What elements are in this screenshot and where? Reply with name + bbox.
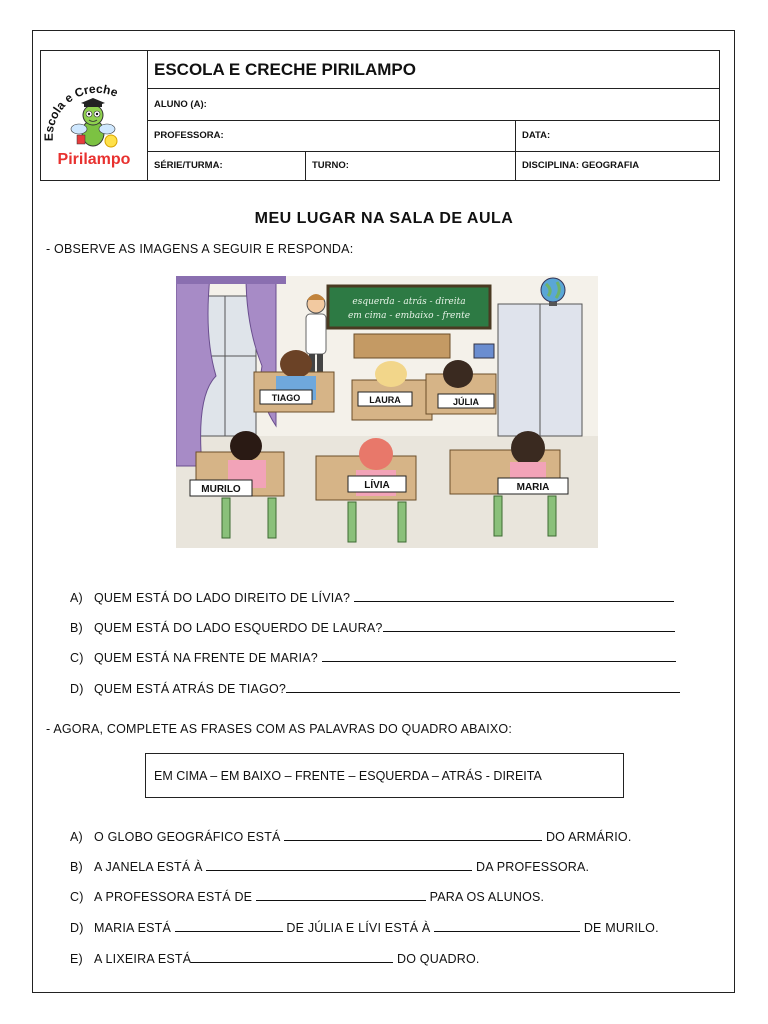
answer-blank[interactable] bbox=[284, 830, 542, 841]
sentence-part: MARIA ESTÁ bbox=[94, 921, 172, 935]
data-label: DATA: bbox=[522, 130, 551, 141]
question-b bbox=[70, 621, 675, 635]
question-text: QUEM ESTÁ DO LADO ESQUERDO DE LAURA? bbox=[94, 621, 383, 635]
classroom-illustration bbox=[176, 276, 598, 548]
sentence-part: O GLOBO GEOGRÁFICO ESTÁ bbox=[94, 830, 281, 844]
label-livia: LÍVIA bbox=[364, 480, 390, 491]
aluno-label: ALUNO (A): bbox=[154, 98, 207, 110]
board-line-1: esquerda - atrás - direita bbox=[352, 297, 466, 307]
sentence-d bbox=[70, 921, 659, 935]
firefly-mascot bbox=[71, 98, 117, 147]
board-line-2: em cima - embaixo - frente bbox=[347, 311, 471, 321]
header-table bbox=[40, 50, 720, 181]
sentence-c bbox=[70, 890, 544, 904]
instruction-observe: - OBSERVE AS IMAGENS A SEGUIR E RESPONDA: bbox=[46, 242, 354, 256]
logo-arc-text: Escola e Creche bbox=[41, 81, 120, 142]
sentence-part: DE MURILO. bbox=[583, 921, 659, 935]
logo-name: Pirilampo bbox=[57, 151, 131, 168]
instruction-complete: - AGORA, COMPLETE AS FRASES COM AS PALAVRAS DO QUADRO ABAIXO: bbox=[46, 722, 513, 736]
label-maria: MARIA bbox=[516, 482, 550, 493]
worksheet-title: MEU LUGAR NA SALA DE AULA bbox=[254, 210, 514, 227]
question-letter: B) bbox=[70, 621, 83, 635]
answer-blank[interactable] bbox=[191, 952, 393, 963]
question-letter: A) bbox=[70, 591, 83, 605]
answer-blank[interactable] bbox=[383, 621, 675, 632]
question-c bbox=[70, 651, 676, 665]
sentence-part: DO QUADRO. bbox=[396, 952, 480, 966]
sentence-letter: C) bbox=[70, 890, 84, 904]
sentence-letter: A) bbox=[70, 830, 83, 844]
serie-turma-label: SÉRIE/TURMA: bbox=[154, 160, 223, 171]
label-tiago: TIAGO bbox=[271, 393, 301, 403]
question-letter: C) bbox=[70, 651, 84, 665]
word-bank-box: EM CIMA – EM BAIXO – FRENTE – ESQUERDA – ATRÁS - DIREITA bbox=[145, 753, 624, 798]
sentence-part: A LIXEIRA ESTÁ bbox=[94, 952, 192, 966]
answer-blank[interactable] bbox=[206, 860, 472, 871]
answer-blank[interactable] bbox=[322, 651, 676, 662]
blackboard bbox=[328, 286, 490, 328]
sentence-part: DO ARMÁRIO. bbox=[545, 830, 632, 844]
sentence-part: A PROFESSORA ESTÁ DE bbox=[94, 890, 253, 904]
answer-blank[interactable] bbox=[256, 890, 426, 901]
label-murilo: MURILO bbox=[201, 484, 241, 495]
question-d bbox=[70, 682, 680, 696]
answer-blank[interactable] bbox=[286, 682, 680, 693]
label-julia: JÚLIA bbox=[452, 397, 480, 407]
sentence-part: DA PROFESSORA. bbox=[475, 860, 590, 874]
cabinet bbox=[498, 304, 582, 436]
sentence-part: PARA OS ALUNOS. bbox=[429, 890, 545, 904]
sentence-letter: E) bbox=[70, 952, 83, 966]
sentence-letter: B) bbox=[70, 860, 83, 874]
disciplina-label: DISCIPLINA: GEOGRAFIA bbox=[522, 160, 640, 171]
sentence-a bbox=[70, 830, 632, 844]
school-logo bbox=[41, 51, 148, 180]
sentence-part: A JANELA ESTÁ À bbox=[94, 860, 203, 874]
answer-blank[interactable] bbox=[354, 591, 674, 602]
question-letter: D) bbox=[70, 682, 84, 696]
question-a bbox=[70, 591, 674, 605]
professora-label: PROFESSORA: bbox=[154, 130, 224, 141]
question-text: QUEM ESTÁ DO LADO DIREITO DE LÍVIA? bbox=[94, 591, 351, 605]
sentence-b bbox=[70, 860, 589, 874]
sentence-e bbox=[70, 952, 480, 966]
answer-blank[interactable] bbox=[434, 921, 580, 932]
label-laura: LAURA bbox=[369, 395, 401, 405]
school-name: ESCOLA E CRECHE PIRILAMPO bbox=[154, 59, 416, 79]
question-text: QUEM ESTÁ ATRÁS DE TIAGO? bbox=[94, 682, 287, 696]
answer-blank[interactable] bbox=[175, 921, 283, 932]
question-text: QUEM ESTÁ NA FRENTE DE MARIA? bbox=[94, 651, 318, 665]
sentence-letter: D) bbox=[70, 921, 84, 935]
sentence-part: DE JÚLIA E LÍVI ESTÁ À bbox=[286, 921, 431, 935]
turno-label: TURNO: bbox=[312, 160, 349, 171]
